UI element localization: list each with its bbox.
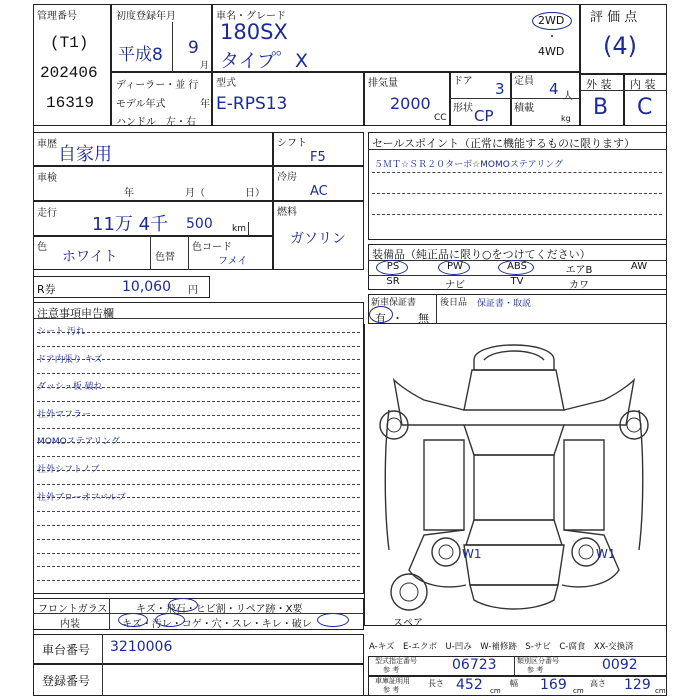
irogae-label: 色替	[155, 252, 175, 263]
teiin: 4	[549, 80, 559, 98]
notes-area	[33, 318, 364, 594]
takasa-label: 高さ	[590, 679, 606, 688]
haikiryo: 2000	[390, 94, 431, 113]
door-label: ドア	[453, 76, 473, 87]
ruibetsu-label: 類別区分番号	[517, 657, 559, 665]
soukou-sub: 500	[186, 216, 213, 232]
shaken-hi: 日）	[245, 188, 265, 199]
sekisai-label: 積載	[514, 103, 534, 114]
iro-divider-2	[188, 236, 189, 270]
warranty-label: 新車保証書	[371, 298, 417, 308]
equip-pw: PW	[447, 261, 463, 272]
shareki-label: 車歴	[37, 139, 57, 150]
equip-label: 装備品（純正品に限り○をつけてください）	[372, 248, 591, 261]
kanri-label: 管理番号	[37, 11, 77, 22]
shomeisho-sanko: 参 考	[383, 686, 400, 694]
equip-aw: AW	[630, 261, 648, 272]
notes-item: MOMOステアリング	[37, 437, 120, 448]
notes-rule	[37, 373, 360, 374]
notes-item: ダッシュ板 破れ	[37, 382, 103, 393]
nagasa: 452	[456, 677, 483, 693]
glass-divider	[109, 598, 110, 630]
ruibetsu-sanko: 参 考	[527, 666, 544, 674]
interior-items: キズ・汚レ・コゲ・穴・スレ・キレ・破レ	[122, 619, 312, 630]
damage-legend: A-キズ E-エクボ U-凹み W-補修跡 S-サビ C-腐食 XX-交換済	[369, 642, 634, 652]
gaisou-label: 外 装	[586, 78, 612, 91]
notes-rule	[37, 566, 360, 567]
ruibetsu: 0092	[602, 657, 638, 673]
equip-navi: ナビ	[445, 280, 465, 291]
atohi: 保証書・取説	[477, 299, 532, 309]
drive-dot: ・	[547, 32, 557, 43]
notes-rule	[37, 553, 360, 554]
teiin-unit: 人	[563, 91, 573, 102]
haba: 169	[540, 677, 567, 693]
w1-right-mark: W1	[596, 547, 616, 561]
notes-rule	[37, 511, 360, 512]
takasa-unit: cm	[655, 687, 666, 695]
soukou-unit: km	[232, 224, 246, 234]
notes-item: 社外ブローオフバルブ	[37, 492, 126, 503]
shodo-month-unit: 月	[200, 61, 210, 71]
front-glass-hiseki-circle	[168, 598, 198, 612]
soukou-label: 走行	[37, 208, 57, 219]
katashiki-shitei-sanko: 参 考	[383, 666, 400, 674]
warranty-ari-circle	[369, 306, 393, 323]
sales-label-rule	[368, 149, 667, 150]
shomeisho-label: 車庫証明用	[375, 677, 410, 685]
ruibetsu-divider	[514, 656, 515, 676]
shodo-era: 平成8	[118, 45, 163, 65]
nagasa-unit: cm	[490, 687, 501, 695]
dealer-label: ディーラー・並 行	[116, 80, 199, 91]
spare-label: スペア	[393, 618, 423, 629]
notes-label: 注意事項申告欄	[37, 307, 114, 320]
reibo-label: 冷房	[277, 172, 297, 183]
grade: タイプ゜X	[220, 50, 309, 72]
shodo-month: 9	[188, 38, 199, 58]
sekisai-unit: kg	[561, 114, 571, 123]
handle-label: ハンドル 左・右	[116, 117, 196, 128]
equip-sr: SR	[386, 276, 400, 287]
warranty-ari: 有	[375, 312, 386, 325]
warranty-sep: ・	[392, 312, 403, 325]
katashiki-shitei-label: 型式指定番号	[375, 657, 417, 665]
equip-ps: PS	[386, 261, 400, 272]
warranty-divider	[436, 294, 437, 324]
naisou: C	[637, 95, 653, 120]
notes-rule	[37, 456, 360, 457]
shaken-box	[33, 166, 273, 201]
notes-rule	[37, 332, 360, 333]
katashiki: E-RPS13	[216, 94, 288, 114]
notes-item: ドア内張り キズ	[37, 354, 103, 365]
front-glass-label: フロントガラス	[38, 604, 108, 615]
notes-item: 社外マフラー	[37, 409, 92, 420]
shift-label: シフト	[277, 138, 307, 149]
haba-unit: cm	[573, 687, 584, 695]
sales-rule-1	[372, 172, 662, 173]
hyoka-label: 評 価 点	[590, 10, 638, 25]
color-code-label: 色コード	[192, 242, 232, 253]
chadai: 3210006	[110, 639, 173, 655]
model-year-unit: 年	[200, 99, 210, 110]
iro: ホワイト	[62, 249, 118, 265]
shodo-label: 初度登録年月	[116, 11, 176, 22]
notes-rule	[37, 401, 360, 402]
kanri-line-1: (T1)	[50, 34, 89, 52]
notes-rule	[37, 346, 360, 347]
takasa: 129	[624, 677, 651, 693]
haikiryo-unit: CC	[434, 113, 447, 123]
shareki: 自家用	[58, 144, 112, 165]
door: 3	[495, 80, 505, 98]
soukou-value: 11万 4千	[92, 214, 169, 235]
w1-left-mark: W1	[462, 547, 482, 561]
notes-rule	[37, 484, 360, 485]
equip-kawa: カワ	[569, 280, 589, 291]
kanri-line-2: 202406	[40, 64, 98, 82]
interior-kizu-circle	[118, 613, 148, 627]
interior-yabure-circle	[317, 613, 349, 627]
warranty-nashi: 無	[418, 312, 429, 325]
color-code: フメイ	[218, 256, 248, 267]
car-diagram	[364, 330, 664, 630]
nenryo: ガソリン	[290, 231, 346, 247]
shaken-label: 車検	[37, 173, 57, 184]
shamei: 180SX	[220, 20, 288, 44]
kanri-line-3: 16319	[46, 94, 95, 112]
nenryo-label: 燃料	[277, 207, 297, 218]
soukou-unit-divider	[248, 222, 249, 236]
gaisou: B	[593, 95, 609, 120]
equip-pw-circle	[438, 260, 470, 275]
equip-abs-circle	[498, 260, 534, 275]
model-year-label: モデル年式	[116, 99, 166, 110]
notes-rule	[37, 539, 360, 540]
equip-airbag: エアB	[565, 265, 593, 276]
notes-rule	[37, 580, 360, 581]
keijo-label: 形状	[453, 103, 473, 114]
notes-rule	[37, 428, 360, 429]
shift: F5	[310, 150, 326, 165]
rken-label: R券	[37, 283, 56, 296]
keijo: CP	[474, 107, 494, 125]
notes-rule	[37, 525, 360, 526]
katashiki-shitei: 06723	[452, 657, 497, 673]
iro-divider-1	[150, 236, 151, 270]
sales-rule-2	[372, 193, 662, 194]
katashiki-label: 型式	[216, 78, 236, 89]
shodo-divider	[172, 22, 173, 72]
equip-abs: ABS	[507, 261, 527, 272]
sales-label: セールスポイント（正常に機能するものに限ります）	[372, 137, 636, 150]
drive-2wd: 2WD	[538, 14, 565, 27]
atohi-label: 後日品	[440, 298, 468, 308]
iro-label: 色	[37, 242, 47, 253]
rken-unit: 円	[188, 285, 198, 296]
touroku-label: 登録番号	[42, 674, 91, 688]
reibo: AC	[310, 184, 328, 199]
shamei-label: 車名・グレード	[216, 11, 286, 22]
sales-line-1: ５ＭＴ☆ＳＲ２０ターボ☆MOMOステアリング	[374, 160, 564, 170]
teiin-label: 定員	[514, 76, 534, 87]
notes-item: 社外シフトノブ	[37, 465, 100, 475]
notes-item: シート 汚れ	[37, 327, 85, 337]
equip-ps-circle	[376, 260, 408, 275]
shaken-nen: 年	[124, 188, 134, 199]
front-glass-items: キズ・飛石・ヒビ割・リペア跡・X要	[136, 604, 303, 615]
shaken-tsuki: 月（	[185, 188, 205, 199]
rken: 10,060	[122, 279, 171, 295]
drive-4wd: 4WD	[538, 45, 565, 58]
hyoka-value: (4)	[603, 32, 637, 60]
nagasa-label: 長さ	[428, 679, 444, 688]
naisou-label: 内 装	[630, 78, 656, 91]
haikiryo-label: 排気量	[368, 78, 398, 89]
sales-rule-3	[372, 214, 662, 215]
equip-tv: TV	[510, 276, 524, 287]
interior-yogore-circle	[155, 613, 185, 627]
haba-label: 幅	[510, 679, 518, 688]
chadai-label: 車台番号	[42, 643, 91, 657]
interior-label: 内装	[60, 619, 80, 630]
